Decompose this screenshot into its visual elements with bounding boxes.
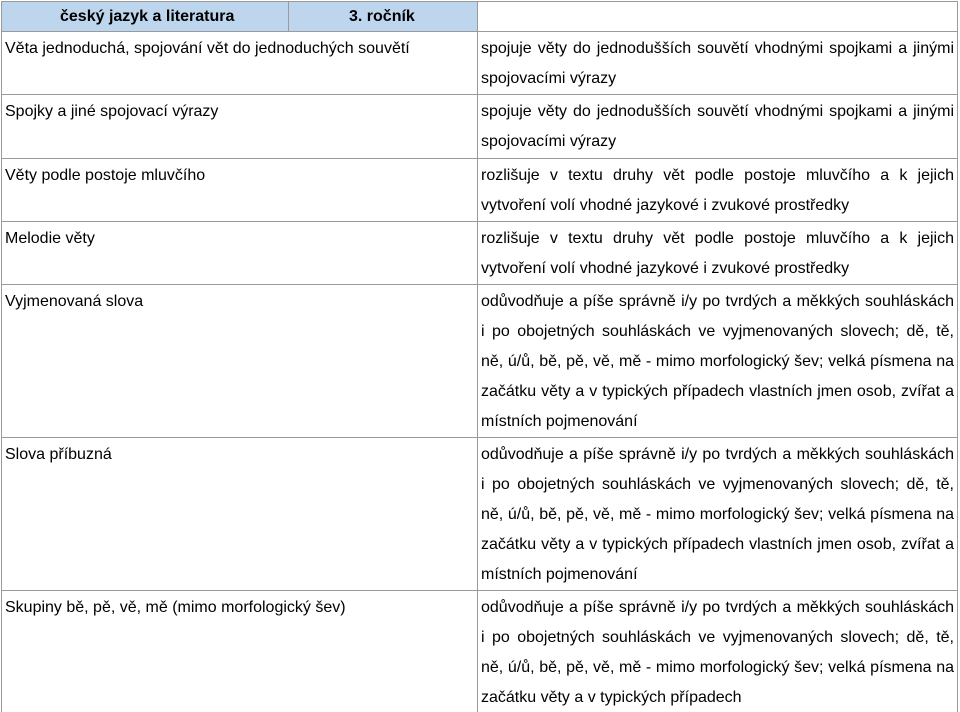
subject-header: [2, 2, 289, 32]
grade-header: [289, 2, 478, 32]
topic-cell: Spojky a jiné spojovací výrazy: [2, 95, 478, 159]
outcome-text: odůvodňuje a píše správně i/y po tvrdých a měkkých souhláskách i po obojetných souhláskách ve vyjmenovaných slovech; dě, tě, ně, ú/ů, bě, pě, vě, mě - mimo morfologický šev; velká písmena na začátku věty a v typických případech vlastních jmen osob, zvířat a místních pojmenování: [481, 293, 954, 430]
outcome-cell: [478, 591, 958, 712]
header-empty-cell: [478, 2, 958, 32]
topic-cell: Slova příbuzná: [2, 438, 478, 591]
outcome-cell: [478, 32, 958, 95]
table-row: [2, 95, 958, 159]
outcome-text: spojuje věty do jednodušších souvětí vhodnými spojkami a jinými spojovacími výrazy: [481, 103, 954, 150]
topic-cell: Vyjmenovaná slova: [2, 285, 478, 438]
table-row: [2, 222, 958, 285]
table-row: [2, 591, 958, 712]
outcome-cell: [478, 285, 958, 438]
table-row: [2, 285, 958, 438]
outcome-cell: [478, 438, 958, 591]
topic-cell: Melodie věty: [2, 222, 478, 285]
topic-cell: Skupiny bě, pě, vě, mě (mimo morfologický šev): [2, 591, 478, 712]
outcome-text: rozlišuje v textu druhy vět podle postoje mluvčího a k jejich vytvoření volí vhodné jazykové i zvukové prostředky: [481, 230, 954, 277]
outcome-cell: [478, 95, 958, 159]
outcome-text: odůvodňuje a píše správně i/y po tvrdých a měkkých souhláskách i po obojetných souhláskách ve vyjmenovaných slovech; dě, tě, ně, ú/ů, bě, pě, vě, mě - mimo morfologický šev; velká písmena na začátku věty a v typických případech: [481, 599, 954, 706]
topic-cell: Věty podle postoje mluvčího: [2, 159, 478, 222]
outcome-text: odůvodňuje a píše správně i/y po tvrdých a měkkých souhláskách i po obojetných souhláskách ve vyjmenovaných slovech; dě, tě, ně, ú/ů, bě, pě, vě, mě - mimo morfologický šev; velká písmena na začátku věty a v typických případech vlastních jmen osob, zvířat a místních pojmenování: [481, 446, 954, 583]
curriculum-table: [1, 1, 958, 712]
outcome-text: spojuje věty do jednodušších souvětí vhodnými spojkami a jinými spojovacími výrazy: [481, 40, 954, 87]
topic-cell: Věta jednoduchá, spojování vět do jednoduchých souvětí: [2, 32, 478, 95]
subject-label: český jazyk a literatura: [60, 8, 235, 25]
outcome-cell: [478, 159, 958, 222]
outcome-cell: [478, 222, 958, 285]
table-row: [2, 438, 958, 591]
header-row: [2, 2, 958, 32]
table-row: [2, 32, 958, 95]
grade-label: 3. ročník: [349, 8, 415, 25]
table-row: [2, 159, 958, 222]
outcome-text: rozlišuje v textu druhy vět podle postoje mluvčího a k jejich vytvoření volí vhodné jazykové i zvukové prostředky: [481, 167, 954, 214]
